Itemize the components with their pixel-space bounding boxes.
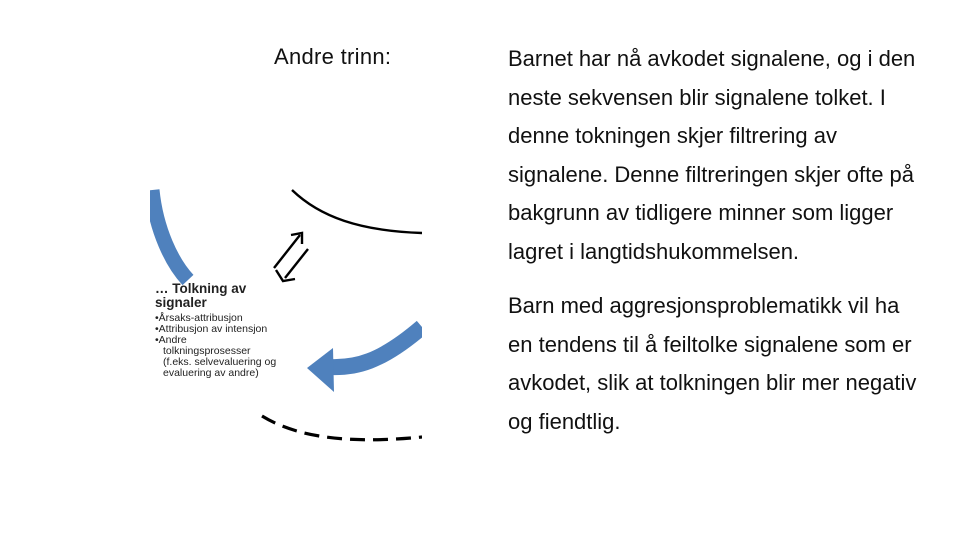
diagram-title-line1: … Tolkning av <box>155 281 247 296</box>
black-arc <box>292 190 422 233</box>
diagram-item: tolkningsprosesser <box>163 345 251 357</box>
diagram-item: •Årsaks-attribusjon <box>155 312 243 324</box>
diagram-label <box>155 282 320 379</box>
paragraph-1: Barnet har nå avkodet signalene, og i den neste sekvensen blir signalene tolket. I denne tokningen skjer filtrering av signalene. Denne filtreringen skjer ofte på bakgrunn av tidligere minner som ligger lagret i langtidshukommelsen. <box>508 46 916 264</box>
diagram-item: evaluering av andre) <box>163 367 259 379</box>
diagram-item-list <box>155 313 320 379</box>
blue-cycle-arc <box>152 190 188 280</box>
dashed-arc <box>262 416 422 440</box>
paragraph-2: Barn med aggresjonsproblematikk vil ha en tendens til å feiltolke signalene som er avkodet, slik at tolkningen blir mer negativ og fiendtlig. <box>508 293 917 434</box>
blue-incoming-arrow <box>330 327 422 367</box>
diagram-item: •Attribusjon av intensjon <box>155 323 268 335</box>
explanation-text <box>508 40 928 441</box>
diagram-item: •Andre <box>155 334 187 346</box>
diagram-title-line2: signaler <box>155 295 207 310</box>
double-arrow-icon <box>274 233 308 281</box>
section-heading: Andre trinn: <box>274 44 392 69</box>
diagram-item: (f.eks. selvevaluering og <box>163 356 277 368</box>
